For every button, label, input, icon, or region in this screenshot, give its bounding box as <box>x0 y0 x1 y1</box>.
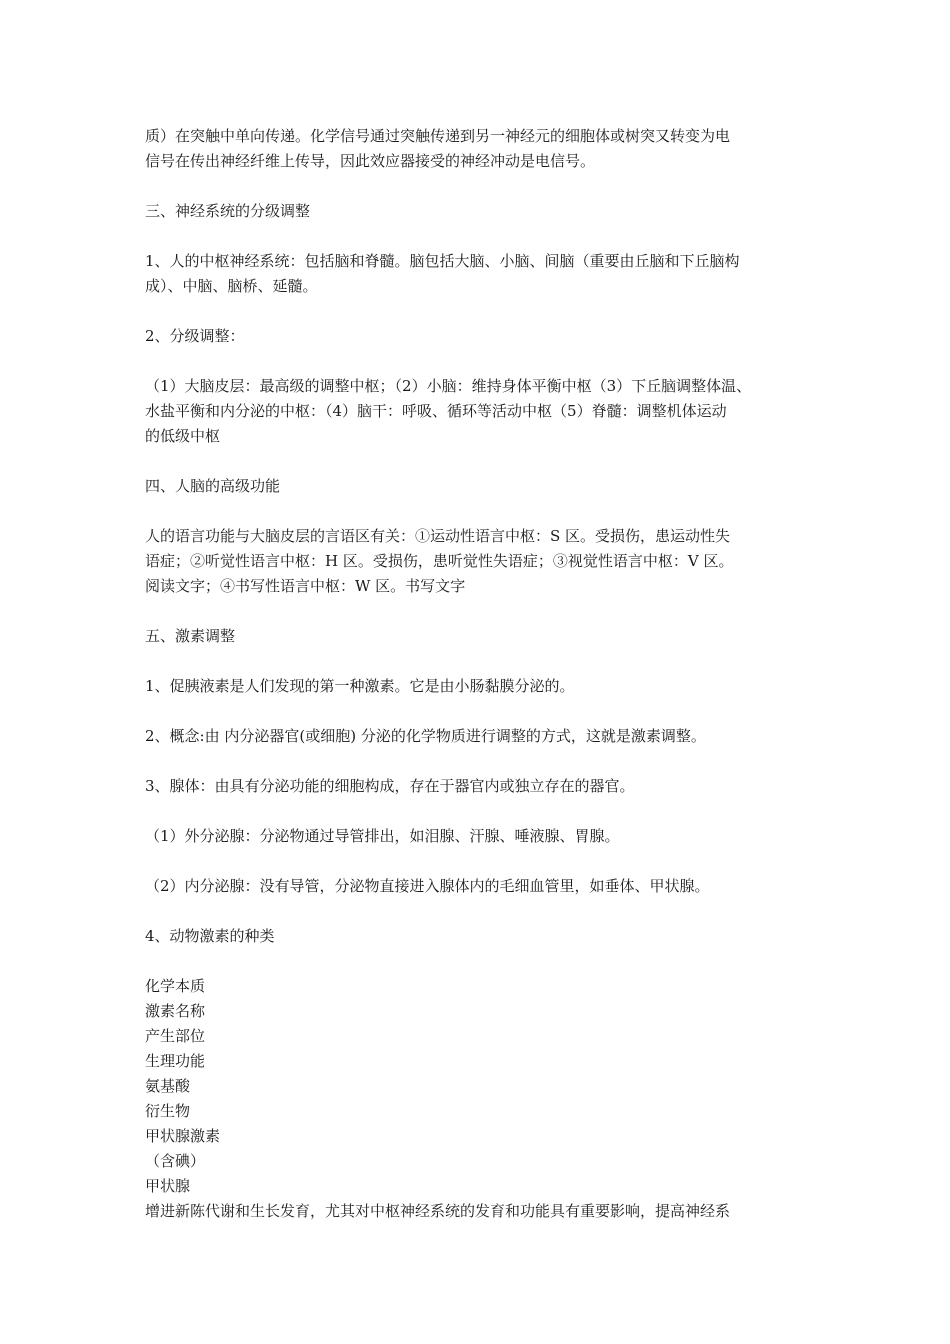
paragraph-synapse <box>145 124 813 174</box>
text-line: 1、人的中枢神经系统：包括脑和脊髓。脑包括大脑、小脑、间脑（重要由丘脑和下丘脑构 <box>145 252 740 270</box>
paragraph-endocrine <box>145 874 813 899</box>
paragraph-cns <box>145 249 813 299</box>
paragraph-language <box>145 524 813 599</box>
text-line: 的低级中枢 <box>145 427 221 445</box>
text-line: 2、概念:由 内分泌器官(或细胞) 分泌的化学物质进行调整的方式，这就是激素调整。 <box>145 727 706 745</box>
text-line: 成）、中脑、脑桥、延髓。 <box>145 277 318 295</box>
paragraph-concept <box>145 724 813 749</box>
table-cell: （含碘） <box>145 1152 206 1170</box>
paragraph-exocrine <box>145 824 813 849</box>
hormone-table-text <box>145 974 813 1224</box>
text-line: 信号在传出神经纤维上传导，因此效应器接受的神经冲动是电信号。 <box>145 152 596 170</box>
table-cell: 甲状腺 <box>145 1177 191 1195</box>
table-cell-header-function: 生理功能 <box>145 1052 206 1070</box>
paragraph-hormone-types <box>145 924 813 949</box>
text-line: （1）外分泌腺：分泌物通过导管排出，如泪腺、汗腺、唾液腺、胃腺。 <box>145 827 620 845</box>
text-line: 1、促胰液素是人们发现的第一种激素。它是由小肠黏膜分泌的。 <box>145 677 575 695</box>
text-line: 2、分级调整： <box>145 327 245 345</box>
document-page <box>145 124 813 1224</box>
paragraph-gland <box>145 774 813 799</box>
text-line: 质）在突触中单向传递。化学信号通过突触传递到另一神经元的细胞体或树突又转变为电 <box>145 127 731 145</box>
paragraph-hierarchy-list <box>145 374 813 449</box>
text-line: （1）大脑皮层：最高级的调整中枢；（2）小脑：维持身体平衡中枢（3）下丘脑调整体温、 <box>145 377 752 395</box>
table-cell: 氨基酸 <box>145 1077 191 1095</box>
table-cell-header-nature: 化学本质 <box>145 977 206 995</box>
heading-text: 四、人脑的高级功能 <box>145 477 281 495</box>
text-line: 3、腺体：由具有分泌功能的细胞构成，存在于器官内或独立存在的器官。 <box>145 777 635 795</box>
paragraph-secretin <box>145 674 813 699</box>
table-cell-header-name: 激素名称 <box>145 1002 206 1020</box>
text-line: （2）内分泌腺：没有导管，分泌物直接进入腺体内的毛细血管里，如垂体、甲状腺。 <box>145 877 710 895</box>
table-cell: 衍生物 <box>145 1102 191 1120</box>
table-cell: 甲状腺激素 <box>145 1127 221 1145</box>
section-heading-3 <box>145 199 813 224</box>
heading-text: 五、激素调整 <box>145 627 236 645</box>
section-heading-4 <box>145 474 813 499</box>
text-line: 水盐平衡和内分泌的中枢：（4）脑干：呼吸、循环等活动中枢（5）脊髓：调整机体运动 <box>145 402 727 420</box>
paragraph-hierarchy-title <box>145 324 813 349</box>
text-line: 人的语言功能与大脑皮层的言语区有关：①运动性语言中枢：S 区。受损伤，患运动性失 <box>145 527 731 545</box>
heading-text: 三、神经系统的分级调整 <box>145 202 311 220</box>
text-line: 阅读文字；④书写性语言中枢：W 区。书写文字 <box>145 577 466 595</box>
text-line: 语症；②听觉性语言中枢：H 区。受损伤，患听觉性失语症；③视觉性语言中枢：V 区。 <box>145 552 734 570</box>
section-heading-5 <box>145 624 813 649</box>
table-cell: 增进新陈代谢和生长发育，尤其对中枢神经系统的发育和功能具有重要影响，提高神经系 <box>145 1202 731 1220</box>
text-line: 4、动物激素的种类 <box>145 927 275 945</box>
table-cell-header-origin: 产生部位 <box>145 1027 206 1045</box>
